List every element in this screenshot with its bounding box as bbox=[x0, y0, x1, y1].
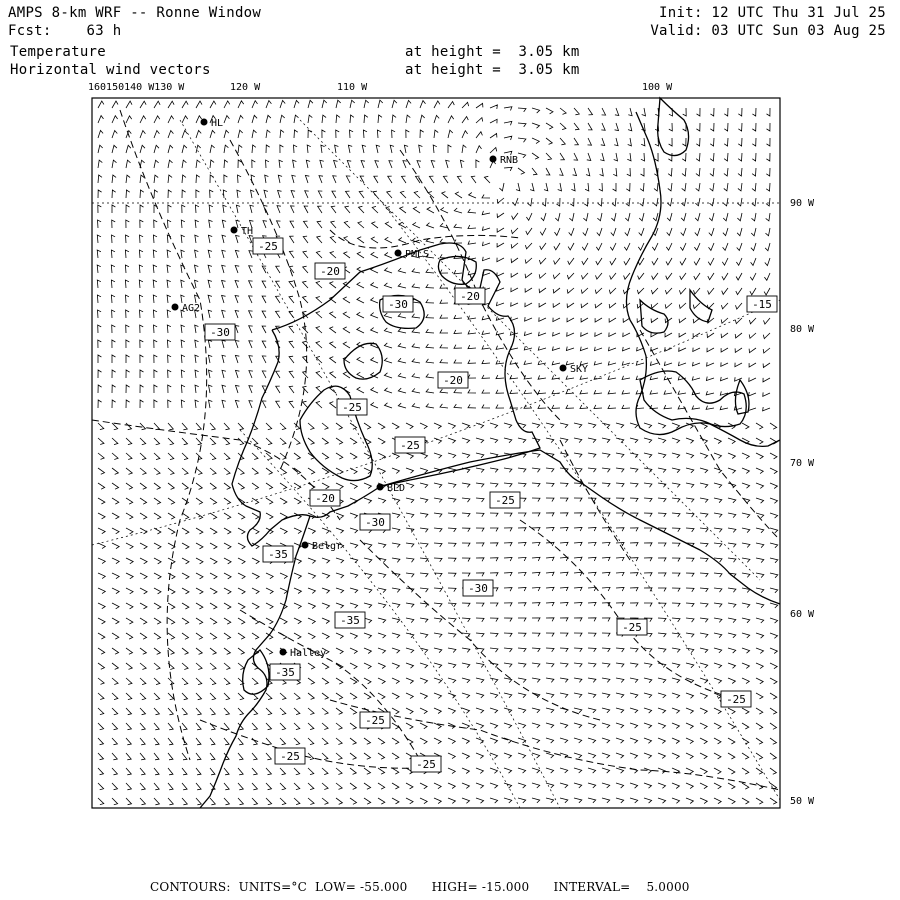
latitude-labels bbox=[790, 198, 815, 807]
contour-label-value: -25 bbox=[400, 439, 420, 452]
contour-label-value: -25 bbox=[258, 240, 278, 253]
station-label: HL bbox=[211, 118, 224, 129]
station-marker bbox=[231, 227, 238, 234]
contour-label-value: -25 bbox=[342, 401, 362, 414]
station-label: Belgr bbox=[312, 541, 343, 552]
station-rnb bbox=[490, 155, 519, 166]
contour-label-value: -30 bbox=[388, 298, 408, 311]
station-label: AG2 bbox=[182, 303, 201, 314]
longitude-label: 100 W bbox=[642, 82, 673, 93]
contour-label-value: -35 bbox=[275, 666, 295, 679]
longitude-label: 160150140 W130 W bbox=[88, 82, 185, 93]
station-marker bbox=[377, 484, 384, 491]
station-sky bbox=[560, 364, 589, 375]
latitude-label: 80 W bbox=[790, 324, 815, 335]
contour-label bbox=[617, 619, 647, 635]
contour-label bbox=[463, 580, 493, 596]
contour-label bbox=[747, 296, 777, 312]
contour-label-value: -25 bbox=[280, 750, 300, 763]
station-th bbox=[231, 226, 254, 237]
station-marker bbox=[560, 365, 567, 372]
contour-label bbox=[337, 399, 367, 415]
contour-label bbox=[263, 546, 293, 562]
latitude-label: 50 W bbox=[790, 796, 815, 807]
station-belgr bbox=[302, 541, 343, 552]
station-marker bbox=[302, 542, 309, 549]
latitude-label: 60 W bbox=[790, 609, 815, 620]
temperature-height: at height = 3.05 km bbox=[405, 44, 580, 60]
wind-vectors bbox=[97, 100, 778, 805]
contour-label-value: -15 bbox=[752, 298, 772, 311]
contour-label bbox=[360, 514, 390, 530]
station-marker bbox=[280, 649, 287, 656]
station-bld bbox=[377, 483, 406, 494]
contour-label-value: -20 bbox=[320, 265, 340, 278]
station-halley bbox=[280, 648, 327, 659]
contour-info: CONTOURS: UNITS=°C LOW= -55.000 HIGH= -15.000 INTERVAL= 5.0000 bbox=[150, 880, 690, 894]
station-marker bbox=[490, 156, 497, 163]
contour-label bbox=[315, 263, 345, 279]
station-marker bbox=[395, 250, 402, 257]
station-marker bbox=[172, 304, 179, 311]
forecast-hour: Fcst: 63 h bbox=[8, 23, 122, 39]
contour-label-value: -25 bbox=[726, 693, 746, 706]
contour-label-value: -35 bbox=[340, 614, 360, 627]
map-title: AMPS 8-km WRF -- Ronne Window bbox=[8, 5, 262, 21]
contour-label bbox=[490, 492, 520, 508]
longitude-label: 120 W bbox=[230, 82, 261, 93]
station-marker bbox=[201, 119, 208, 126]
station-label: PMLS bbox=[405, 249, 430, 260]
contour-label-value: -20 bbox=[443, 374, 463, 387]
init-time: Init: 12 UTC Thu 31 Jul 25 bbox=[659, 5, 886, 21]
valid-time: Valid: 03 UTC Sun 03 Aug 25 bbox=[650, 23, 886, 39]
wind-height: at height = 3.05 km bbox=[405, 62, 580, 78]
contour-label bbox=[360, 712, 390, 728]
field-temperature-label: Temperature bbox=[10, 44, 107, 60]
contour-label bbox=[383, 296, 413, 312]
contour-label bbox=[395, 437, 425, 453]
contour-label-value: -25 bbox=[365, 714, 385, 727]
contour-label bbox=[205, 324, 235, 340]
field-wind-label: Horizontal wind vectors bbox=[10, 62, 211, 78]
contour-label-value: -30 bbox=[468, 582, 488, 595]
contour-label bbox=[411, 756, 441, 772]
contour-label bbox=[275, 748, 305, 764]
contour-labels bbox=[205, 238, 777, 772]
contour-label-value: -25 bbox=[622, 621, 642, 634]
contour-label bbox=[455, 288, 485, 304]
contour-label-value: -30 bbox=[365, 516, 385, 529]
latitude-label: 70 W bbox=[790, 458, 815, 469]
station-ag2 bbox=[172, 303, 201, 314]
longitude-labels bbox=[88, 82, 673, 93]
contour-label bbox=[721, 691, 751, 707]
station-label: RNB bbox=[500, 155, 519, 166]
contour-label-value: -35 bbox=[268, 548, 288, 561]
longitude-label: 110 W bbox=[337, 82, 368, 93]
contour-label-value: -25 bbox=[495, 494, 515, 507]
contour-label bbox=[310, 490, 340, 506]
contour-label-value: -20 bbox=[315, 492, 335, 505]
contour-label bbox=[335, 612, 365, 628]
station-hl bbox=[201, 118, 224, 129]
station-label: TH bbox=[241, 226, 254, 237]
station-label: Halley bbox=[290, 648, 327, 659]
stations bbox=[172, 118, 589, 659]
contour-label-value: -30 bbox=[210, 326, 230, 339]
latitude-label: 90 W bbox=[790, 198, 815, 209]
contour-label-value: -20 bbox=[460, 290, 480, 303]
station-label: SKY bbox=[570, 364, 589, 375]
contour-label bbox=[438, 372, 468, 388]
station-label: BLD bbox=[387, 483, 406, 494]
temperature-contours bbox=[92, 110, 780, 790]
contour-label-value: -25 bbox=[416, 758, 436, 771]
contour-label bbox=[253, 238, 283, 254]
contour-label bbox=[270, 664, 300, 680]
